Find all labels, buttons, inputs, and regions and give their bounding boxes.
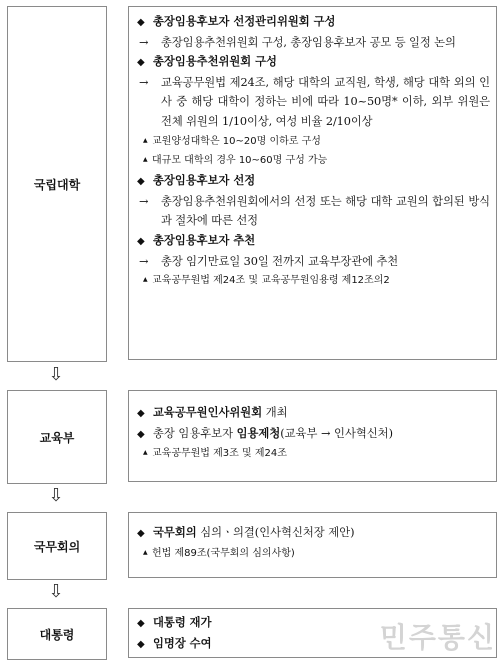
list-item: ◆ 국무회의 심의ㆍ의결(인사혁신처장 제안) [137,523,490,544]
diamond-bullet-icon: ◆ [137,176,145,188]
stage-content-ministry [128,390,497,482]
stage-content-university [128,6,497,360]
section-heading: ◆ 총장임용추천위원회 구성 [137,52,490,73]
section-description: → 총장임용추천위원회 구성, 총장임용후보자 공모 등 일정 논의 [137,33,490,53]
stage-label-cabinet [7,512,107,580]
triangle-mark-icon: ▲ [143,156,148,164]
section-heading: ◆ 총장임용후보자 선정관리위원회 구성 [137,12,490,33]
stage-title: 국무회의 [33,539,81,554]
triangle-mark-icon: ▲ [143,276,148,284]
stage-label-ministry [7,390,107,484]
right-arrow-icon: → [139,194,149,208]
triangle-mark-icon: ▲ [143,548,148,556]
triangle-mark-icon: ▲ [143,449,148,457]
section-heading: ◆ 총장임용후보자 선정 [137,171,490,192]
diamond-bullet-icon: ◆ [137,235,145,247]
diamond-bullet-icon: ◆ [137,17,145,28]
footnote: ▲ 교원양성대학은 10~20명 이하로 구성 [137,132,490,152]
diamond-bullet-icon: ◆ [137,528,145,539]
section-heading: ◆ 총장임용후보자 추천 [137,231,490,252]
footnote: ▲ 대규모 대학의 경우 10~60명 구성 가능 [137,151,490,171]
diamond-bullet-icon: ◆ [137,618,145,629]
diamond-bullet-icon: ◆ [137,428,145,440]
stage-title: 교육부 [39,430,75,445]
stage-label-university [7,6,107,362]
footnote: ▲ 교육공무원법 제24조 및 교육공무원임용령 제12조의2 [137,271,490,291]
stage-label-president [7,608,107,660]
stage-content-cabinet [128,512,497,578]
section-description: → 총장 임기만료일 30일 전까지 교육부장관에 추천 [137,252,490,272]
list-item: ◆ 대통령 재가 [137,613,490,634]
diamond-bullet-icon: ◆ [137,638,145,650]
diamond-bullet-icon: ◆ [137,408,145,419]
list-item: ◆ 임명장 수여 [137,634,490,655]
triangle-mark-icon: ▲ [143,136,148,144]
right-arrow-icon: → [139,254,149,268]
list-item: ◆ 총장 임용후보자 임용제청(교육부 → 인사혁신처) [137,424,490,445]
down-arrow-icon: ⇩ [48,581,64,602]
right-arrow-icon: → [139,35,149,49]
stage-title: 국립대학 [33,177,81,192]
diamond-bullet-icon: ◆ [137,57,145,69]
watermark-logo: 민주통신 [379,621,496,654]
footnote: ▲ 교육공무원법 제3조 및 제24조 [137,444,490,464]
section-description: → 교육공무원법 제24조, 해당 대학의 교직원, 학생, 해당 대학 외의 인사 중 해당 대학이 정하는 비에 따라 10~50명* 이하, 외부 위원은 전체 위원의 1/10이상, 여성 비율 2/10이상 [137,73,490,132]
section-description: → 총장임용추천위원회에서의 선정 또는 해당 대학 교원의 합의된 방식과 절차에 따른 선정 [137,192,490,231]
right-arrow-icon: → [139,75,149,89]
down-arrow-icon: ⇩ [48,364,64,385]
down-arrow-icon: ⇩ [48,485,64,506]
stage-title: 대통령 [39,627,75,642]
footnote: ▲ 헌법 제89조(국무회의 심의사항) [137,544,490,564]
list-item: ◆ 교육공무원인사위원회 개최 [137,403,490,424]
